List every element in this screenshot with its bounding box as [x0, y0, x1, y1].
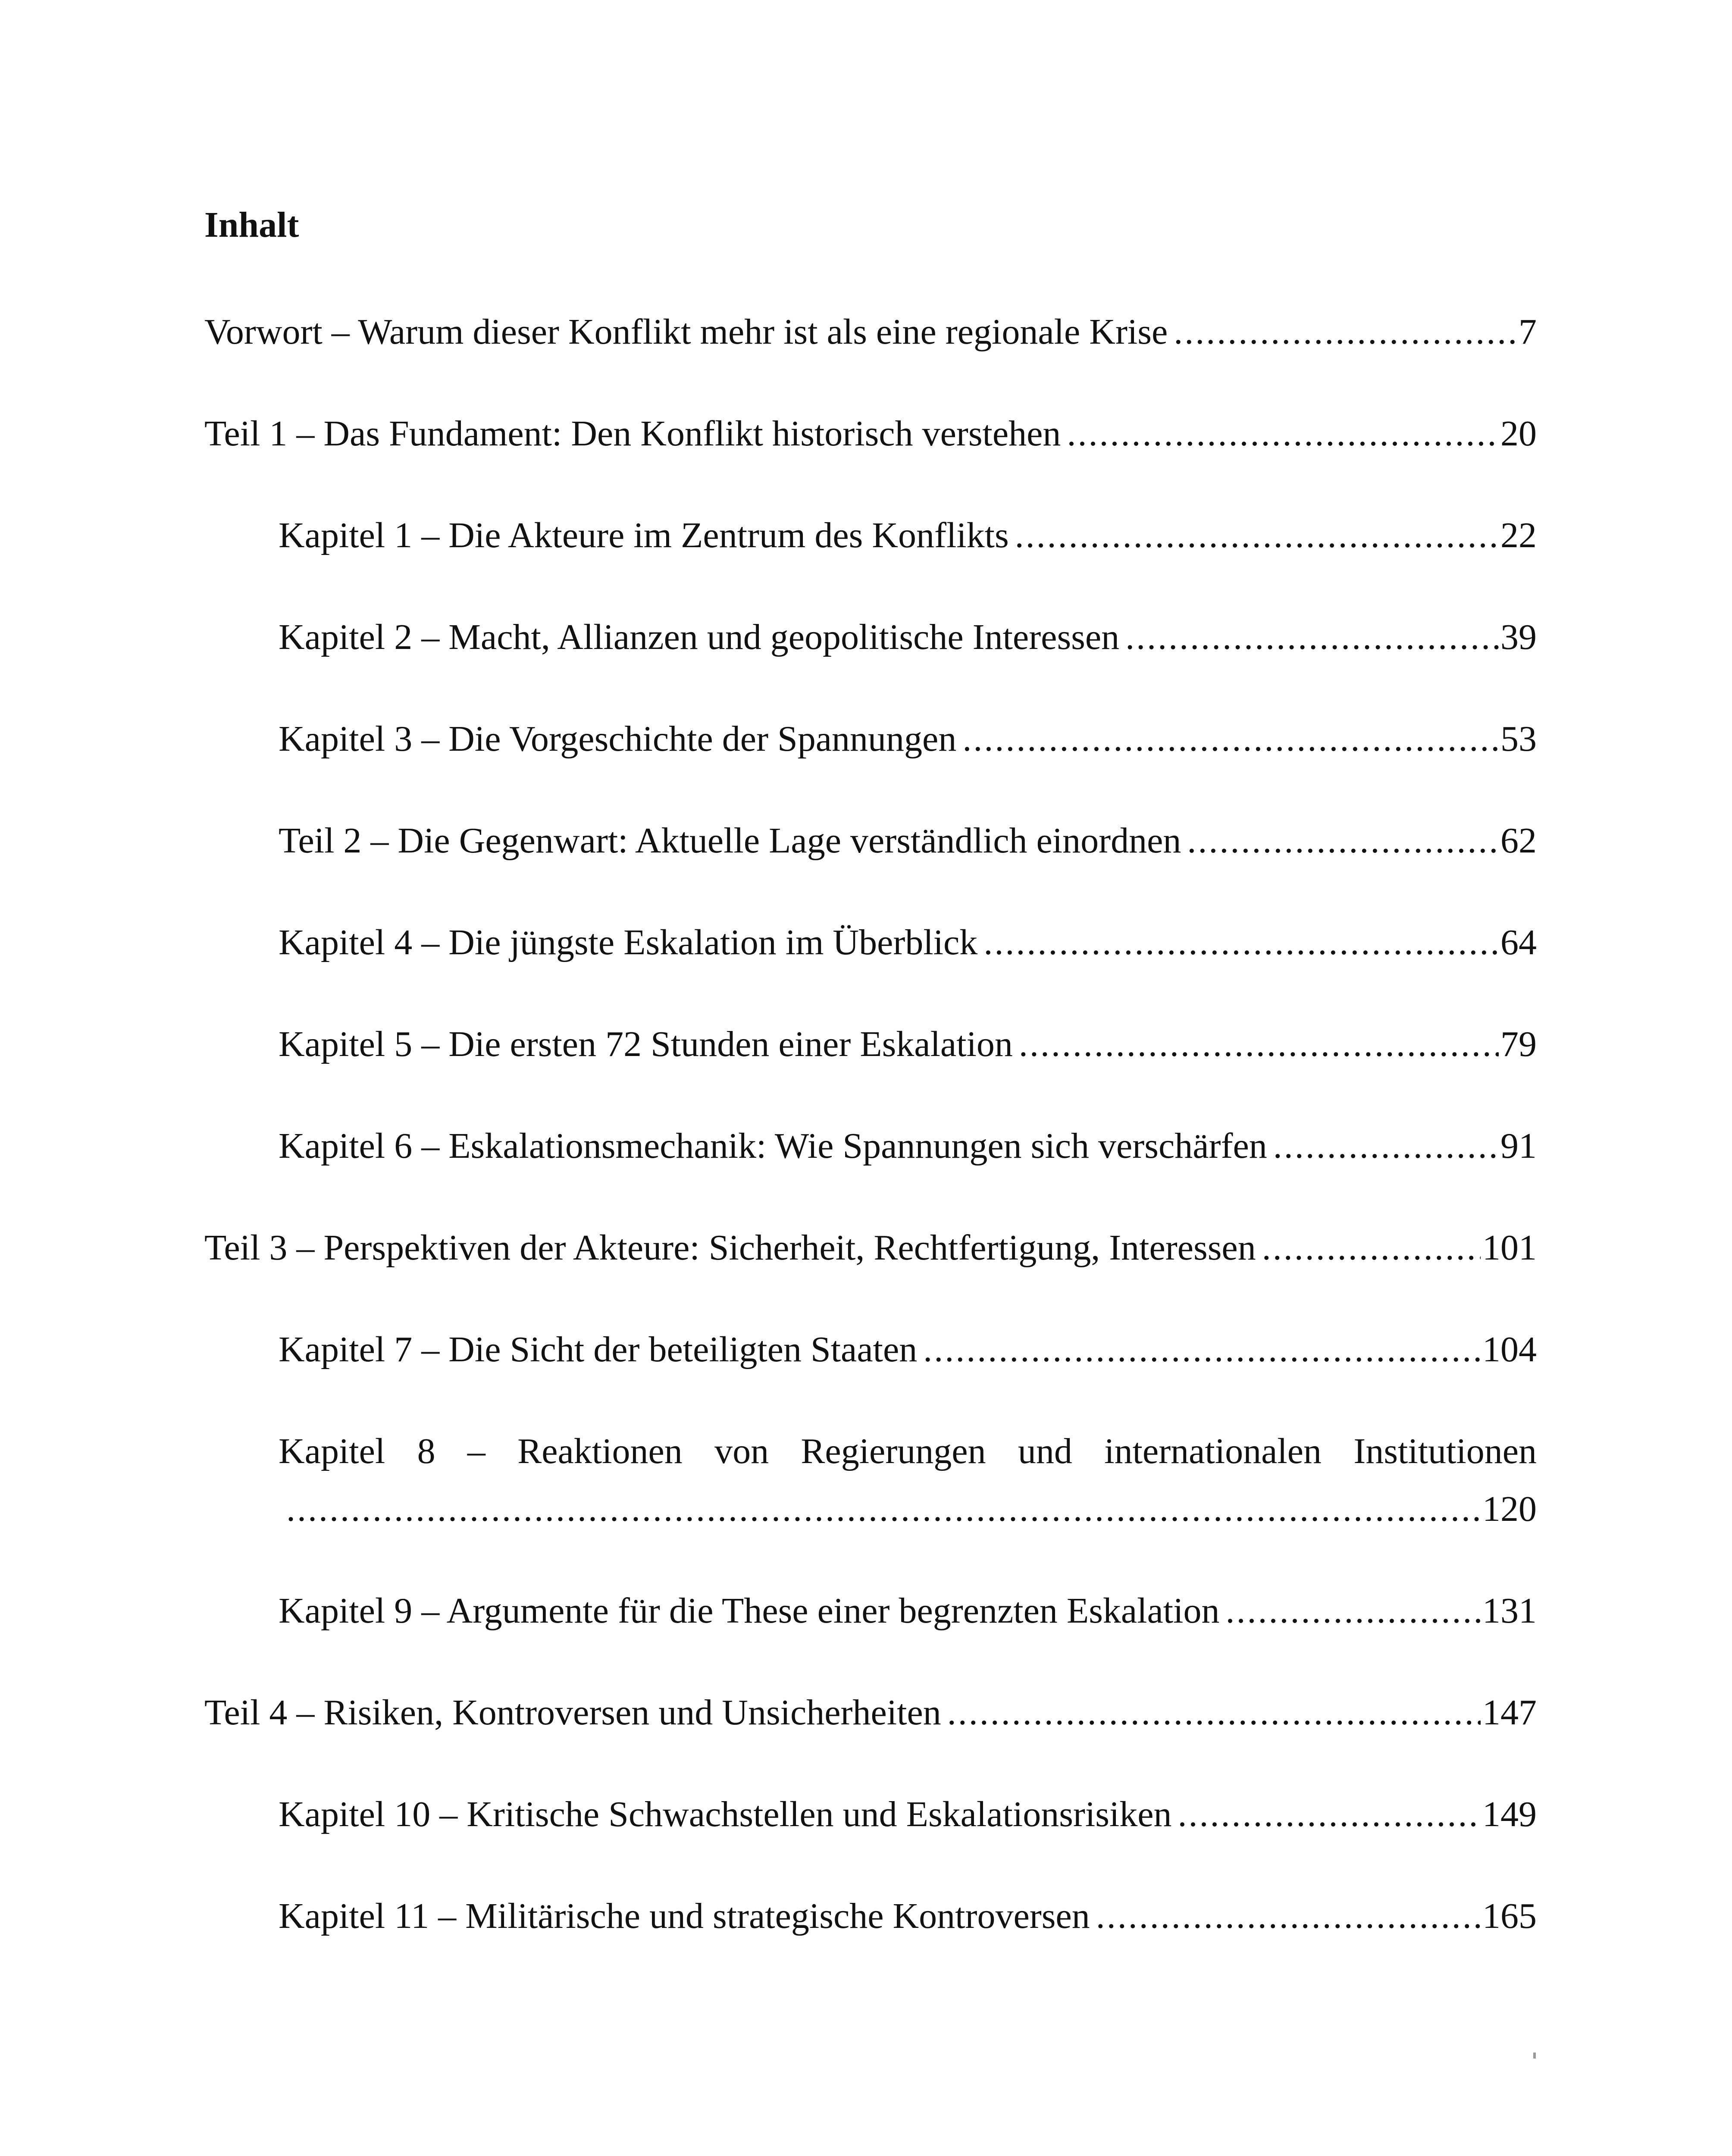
toc-entry[interactable]: [279, 819, 1537, 862]
toc-entry-title: Kapitel 1 – Die Akteure im Zentrum des Konflikts: [279, 515, 1009, 555]
toc-dot-leader: [1015, 514, 1499, 557]
toc-entry-page: 104: [1482, 1329, 1537, 1369]
toc-entry-page: 20: [1500, 414, 1537, 454]
toc-dot-leader: [1262, 1226, 1481, 1269]
toc-entry-page: 91: [1500, 1126, 1537, 1166]
toc-entry[interactable]: [204, 412, 1537, 455]
toc-dot-leader: [279, 1488, 1481, 1531]
toc-entry-page: 149: [1482, 1794, 1537, 1834]
toc-entry-title: Teil 2 – Die Gegenwart: Aktuelle Lage verständlich einordnen: [279, 821, 1181, 861]
toc-entry[interactable]: [279, 1125, 1537, 1168]
toc-dot-leader: [1067, 412, 1499, 455]
toc-entry-page: 39: [1500, 617, 1537, 657]
toc-entry-title: Kapitel 4 – Die jüngste Eskalation im Überblick: [279, 922, 978, 962]
toc-entry[interactable]: [204, 1226, 1537, 1269]
toc-entry-title: Kapitel 9 – Argumente für die These einer begrenzten Eskalation: [279, 1591, 1220, 1631]
toc-entry-title: Teil 1 – Das Fundament: Den Konflikt historisch verstehen: [204, 414, 1061, 454]
toc-entry-page: 165: [1482, 1896, 1537, 1936]
toc-entry-title: Kapitel 7 – Die Sicht der beteiligten Staaten: [279, 1329, 918, 1369]
toc-entry-title: Kapitel 6 – Eskalationsmechanik: Wie Spannungen sich verschärfen: [279, 1126, 1267, 1166]
toc-dot-leader: [1273, 1125, 1499, 1168]
toc-dot-leader: [983, 921, 1499, 964]
toc-leader-line: [279, 1488, 1537, 1531]
toc-entry[interactable]: [204, 310, 1537, 354]
toc-entry[interactable]: [204, 1691, 1537, 1734]
page-mark: [1533, 2053, 1536, 2059]
toc-dot-leader: [1096, 1895, 1481, 1938]
toc-entry-page: 53: [1500, 719, 1537, 759]
toc-entry[interactable]: [279, 1430, 1537, 1531]
toc-heading: Inhalt: [204, 205, 299, 245]
toc-entry-title: Teil 3 – Perspektiven der Akteure: Sicherheit, Rechtfertigung, Interessen: [204, 1228, 1256, 1268]
toc-entry[interactable]: [279, 1328, 1537, 1371]
toc-dot-leader: [1174, 310, 1517, 354]
toc-dot-leader: [1019, 1023, 1499, 1066]
toc-entry-title: Kapitel 5 – Die ersten 72 Stunden einer Eskalation: [279, 1024, 1013, 1064]
toc-dot-leader: [1225, 1589, 1481, 1633]
toc-dot-leader: [1178, 1793, 1481, 1836]
toc-entry[interactable]: [279, 921, 1537, 964]
toc-entry[interactable]: [279, 514, 1537, 557]
toc-entry-page: 79: [1500, 1024, 1537, 1064]
toc-entry-title: Kapitel 11 – Militärische und strategische Kontroversen: [279, 1896, 1090, 1936]
toc-entry-page: 131: [1482, 1591, 1537, 1631]
toc-dot-leader: [1187, 819, 1499, 862]
toc-entry-title: Teil 4 – Risiken, Kontroversen und Unsicherheiten: [204, 1692, 941, 1733]
table-of-contents: [204, 310, 1537, 1996]
toc-dot-leader: [1125, 616, 1499, 659]
toc-entry-page: 64: [1500, 922, 1537, 962]
toc-entry-page: 120: [1482, 1489, 1537, 1529]
toc-entry-page: 62: [1500, 821, 1537, 861]
toc-entry-title: Vorwort – Warum dieser Konflikt mehr ist als eine regionale Krise: [204, 312, 1168, 352]
toc-dot-leader: [923, 1328, 1481, 1371]
toc-entry-title: Kapitel 8 – Reaktionen von Regierungen und internationalen Institutionen: [279, 1431, 1537, 1471]
toc-dot-leader: [962, 718, 1499, 761]
toc-entry-page: 7: [1519, 312, 1537, 352]
toc-entry[interactable]: [279, 1895, 1537, 1938]
toc-entry-page: 147: [1482, 1692, 1537, 1733]
toc-entry-page: 101: [1482, 1228, 1537, 1268]
toc-entry[interactable]: [279, 1793, 1537, 1836]
toc-entry-title: Kapitel 3 – Die Vorgeschichte der Spannungen: [279, 719, 957, 759]
toc-entry[interactable]: [279, 616, 1537, 659]
toc-entry[interactable]: [279, 1023, 1537, 1066]
toc-entry[interactable]: [279, 1589, 1537, 1633]
toc-dot-leader: [947, 1691, 1481, 1734]
toc-entry[interactable]: [279, 718, 1537, 761]
toc-entry-title: Kapitel 10 – Kritische Schwachstellen und Eskalationsrisiken: [279, 1794, 1172, 1834]
toc-entry-page: 22: [1500, 515, 1537, 555]
toc-entry-title: Kapitel 2 – Macht, Allianzen und geopolitische Interessen: [279, 617, 1120, 657]
